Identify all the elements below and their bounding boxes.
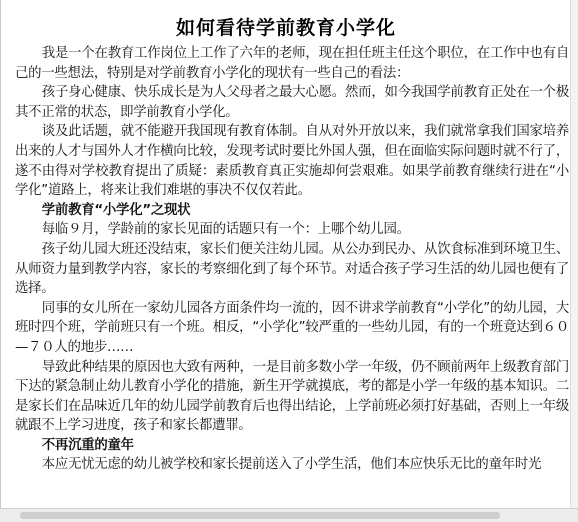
- paragraph: 每临９月，学龄前的家长见面的话题只有一个：上哪个幼儿园。: [41, 222, 410, 238]
- paragraph: 导致此种结果的原因也大致有两种，一是目前多数小学一年级，仍不顾前两年上级教育部门下达的紧急制止幼儿教育小学化的措施，新生开学就摸底，考的都是小学一年级的基本知识。二是家长们在品味近几年的幼儿园学前教育后也得出结论，上学前班必须打好基础，否则上一年级就跟不上学习进度，孩子和家长都遭罪。: [15, 359, 569, 434]
- paragraph: 同事的女儿所在一家幼儿园各方面条件均一流的，因不讲求学前教育“小学化”的幼儿园，大班时四个班，学前班只有一个班。相反，“小学化”较严重的一些幼儿园，有的一个班竟达到６０—７０人的地步……: [15, 300, 569, 355]
- paragraph: 孩子身心健康、快乐成长是为人父母者之最大心愿。然而，如今我国学前教育正处在一个极其不正常的状态，即学前教育小学化。: [15, 85, 569, 120]
- paragraph: 孩子幼儿园大班还没结束，家长们便关注幼儿园。从公办到民办、从饮食标准到环境卫生、从师资力量到教学内容，家长的考察细化到了每个环节。对适合孩子学习生活的幼儿园也便有了选择。: [15, 241, 569, 297]
- vertical-scrollbar[interactable]: [570, 0, 578, 508]
- section-heading: 学前教育“小学化”之现状: [41, 202, 191, 218]
- paragraph: 我是一个在教育工作岗位上工作了六年的老师，现在担任班主任这个职位，在工作中也有自己的一些想法，特别是对学前教育小学化的现状有一些自己的看法：: [15, 46, 569, 81]
- document-body: [15, 44, 569, 475]
- horizontal-scrollbar[interactable]: [0, 508, 578, 522]
- paragraph: 谈及此话题，就不能避开我国现有教育体制。自从对外开放以来，我们就常拿我们国家培养出来的人才与国外人才作横向比较，发现考试时要比外国人强，但在面临实际问题时就不行了，遂不由得对学校教育提出了质疑：素质教育真正实施却何尝艰难。如果学前教育继续行进在“小学化”道路上，将来让我们难堪的事决不仅仅若此。: [15, 124, 569, 199]
- paragraph: 本应无忧无虑的幼儿被学校和家长提前送入了小学生活，他们本应快乐无比的童年时光: [41, 457, 542, 473]
- scrollbar-thumb[interactable]: [20, 512, 500, 519]
- document-title: 如何看待学前教育小学化: [175, 17, 396, 39]
- section-heading: 不再沉重的童年: [41, 437, 134, 453]
